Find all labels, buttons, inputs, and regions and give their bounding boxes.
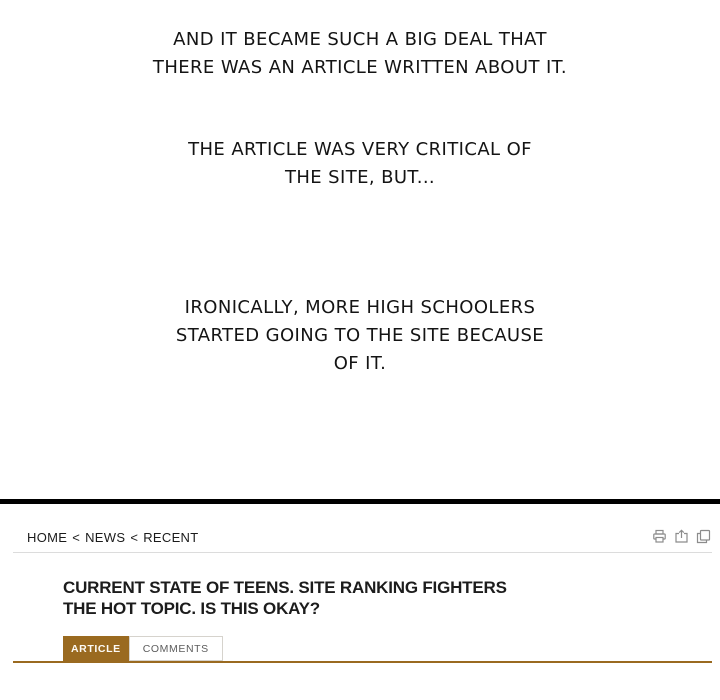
- headline-line: CURRENT STATE OF TEENS. SITE RANKING FIGHTERS: [63, 578, 507, 597]
- narration-line: STARTED GOING TO THE SITE BECAUSE: [175, 325, 545, 346]
- breadcrumb: [27, 529, 198, 547]
- print-icon[interactable]: [652, 529, 667, 544]
- breadcrumb-recent[interactable]: RECENT: [143, 530, 199, 545]
- narration-line: THE SITE, BUT...: [284, 167, 436, 188]
- narration-line: THE ARTICLE WAS VERY CRITICAL OF: [188, 139, 532, 160]
- tab-accent-rule: [13, 661, 712, 663]
- narration-block-3: [0, 294, 720, 378]
- breadcrumb-divider: [13, 552, 712, 553]
- article-toolbar: [652, 529, 711, 544]
- narration-line: IRONICALLY, MORE HIGH SCHOOLERS: [184, 297, 536, 318]
- breadcrumb-home[interactable]: HOME: [27, 530, 68, 545]
- narration-line: AND IT BECAME SUCH A BIG DEAL THAT: [173, 29, 547, 50]
- article-tabs: [63, 636, 223, 661]
- headline-line: THE HOT TOPIC. IS THIS OKAY?: [63, 599, 320, 618]
- article-headline: [63, 577, 507, 619]
- narration-line: OF IT.: [333, 353, 387, 374]
- breadcrumb-separator: <: [72, 530, 81, 545]
- share-icon[interactable]: [674, 529, 689, 544]
- narration-block-1: [0, 26, 720, 82]
- breadcrumb-news[interactable]: NEWS: [85, 530, 126, 545]
- breadcrumb-separator: <: [130, 530, 139, 545]
- narration-line: THERE WAS AN ARTICLE WRITTEN ABOUT IT.: [152, 57, 568, 78]
- tab-comments[interactable]: COMMENTS: [129, 636, 223, 661]
- panel-divider: [0, 499, 720, 504]
- copy-icon[interactable]: [696, 529, 711, 544]
- tab-article[interactable]: ARTICLE: [63, 636, 129, 661]
- narration-block-2: [0, 136, 720, 192]
